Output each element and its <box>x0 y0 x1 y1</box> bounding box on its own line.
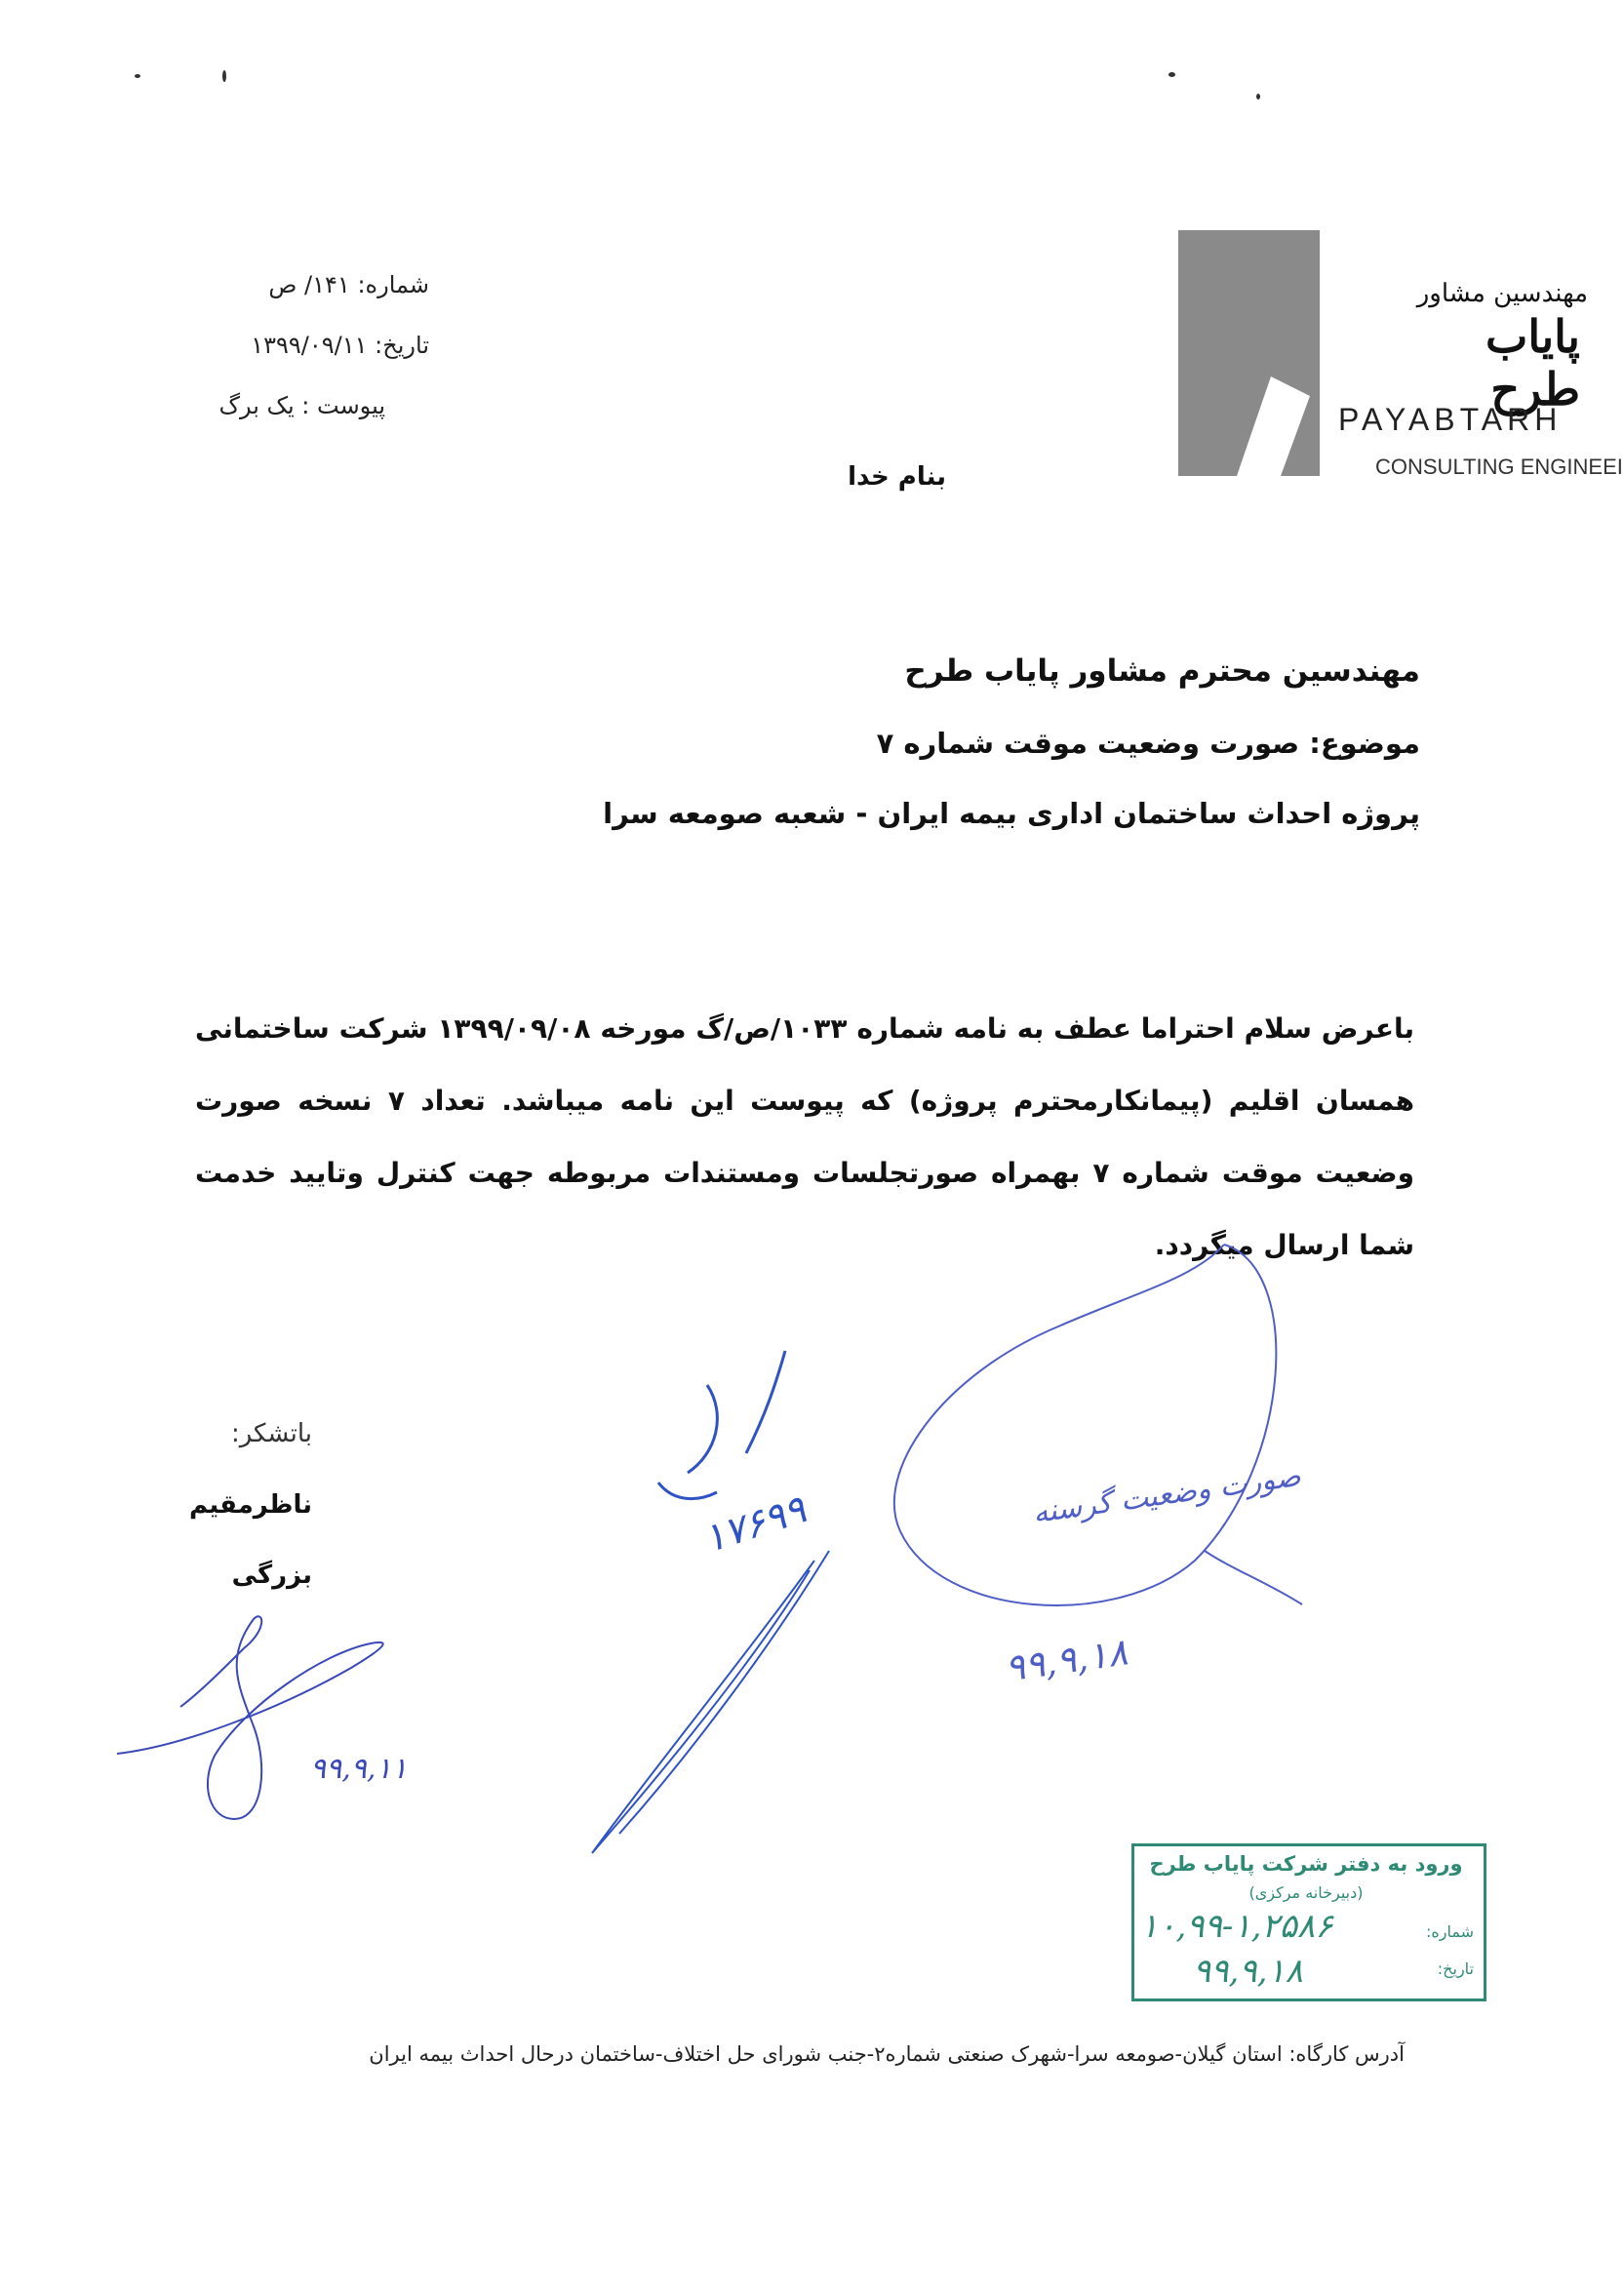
letter-date: تاریخ: ۱۳۹۹/۰۹/۱۱ <box>251 332 429 359</box>
logo-persian-subtitle: مهندسین مشاور <box>1416 279 1588 308</box>
footer-address: آدرس کارگاه: استان گیلان-صومعه سرا-شهرک صنعتی شماره۲-جنب شورای حل اختلاف-ساختمان درحال احداث بیمه ایران <box>369 2042 1405 2066</box>
scan-speck <box>222 70 226 82</box>
logo-shape-icon <box>1178 230 1320 476</box>
right-handwritten-note: صورت وضعیت گرسنه <box>1030 1458 1303 1531</box>
subject-line: موضوع: صورت وضعیت موقت شماره ۷ <box>876 727 1420 760</box>
stamp-title: ورود به دفتر شرکت پایاب طرح <box>1149 1852 1463 1876</box>
logo-english-subtitle: CONSULTING ENGINEEI <box>1375 455 1623 479</box>
signature-handwritten-date: ۹۹,۹,۱۱ <box>310 1752 408 1786</box>
stamp-date-value: ۹۹,۹,۱۸ <box>1193 1952 1303 1991</box>
logo-persian-name: پایاب طرح <box>1485 310 1580 415</box>
letter-body: باعرض سلام احتراما عطف به نامه شماره ۱۰۳۳/ص/گ مورخه ۱۳۹۹/۰۹/۰۸ شرکت ساختمانی همسان اقلیم (پیمانکارمحترم پروژه) که پیوست این نامه میباشد. تعداد ۷ نسخه صورت وضعیت موقت شماره ۷ بهمراه صورتجلسات ومستندات مربوطه جهت کنترل وتایید خدمت شما ارسال میگردد. <box>195 1012 1415 1261</box>
company-logo-mark <box>1178 230 1320 476</box>
project-line: پروژه احداث ساختمان اداری بیمه ایران - شعبه صومعه سرا <box>603 797 1420 830</box>
basmala: بنام خدا <box>848 462 946 492</box>
closing-thanks: باتشکر: <box>230 1419 312 1448</box>
right-handwritten-date: ۹۹,۹,۱۸ <box>1002 1630 1130 1690</box>
signature-scribble <box>107 1600 439 1834</box>
scan-speck <box>1256 94 1260 99</box>
stamp-date-label: تاریخ: <box>1437 1959 1474 1978</box>
scan-speck <box>1168 72 1175 77</box>
signer-title: ناظرمقیم <box>188 1490 312 1520</box>
logo-english-name: PAYABTARH <box>1338 402 1563 437</box>
center-handwritten-number: ۱۷۶۹۹ <box>697 1486 812 1563</box>
receipt-stamp <box>1131 1843 1486 2001</box>
letter-number: شماره: ۱۴۱/ ص <box>268 271 429 298</box>
signer-name: بزرگی <box>231 1561 312 1590</box>
center-handwritten-strokes <box>580 1346 873 1873</box>
stamp-number-value: ۱۰,۹۹-۱,۲۵۸۶ <box>1140 1907 1333 1946</box>
letter-attachment: پیوست : یک برگ <box>218 392 385 419</box>
addressee: مهندسین محترم مشاور پایاب طرح <box>904 653 1420 689</box>
scan-speck <box>135 74 140 78</box>
right-handwritten-ellipse <box>883 1239 1331 1639</box>
stamp-subtitle: (دبیرخانه مرکزی) <box>1248 1883 1364 1902</box>
stamp-number-label: شماره: <box>1425 1922 1474 1941</box>
